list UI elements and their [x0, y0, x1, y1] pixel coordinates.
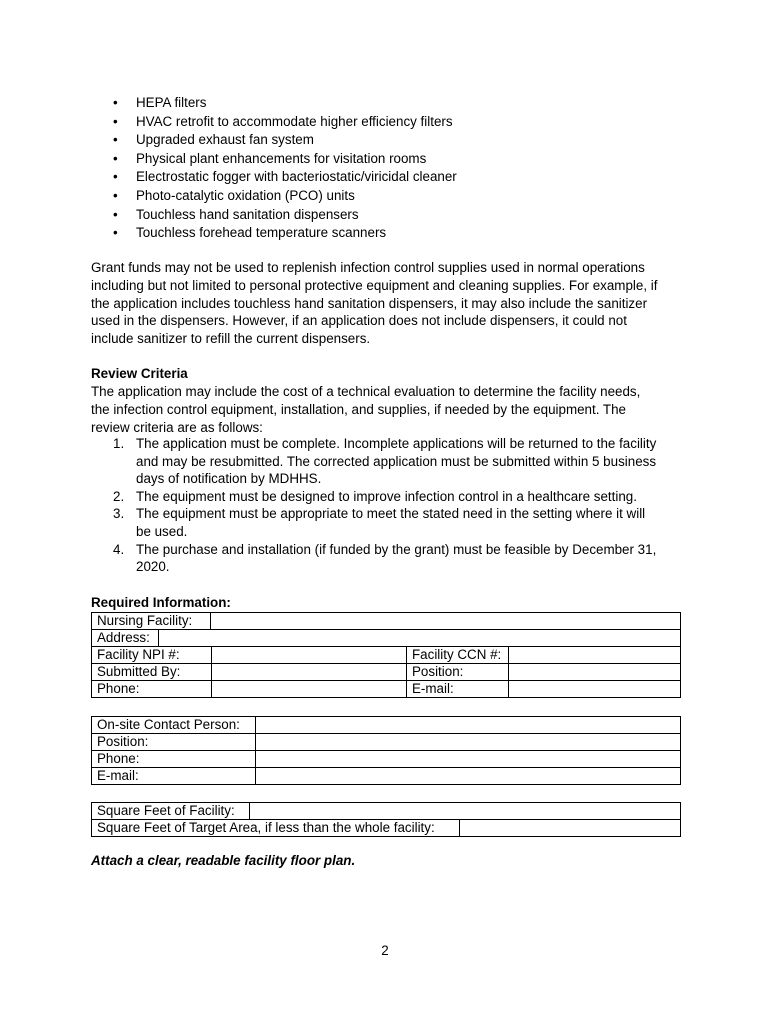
square-feet-table — [91, 802, 681, 837]
table-row — [92, 681, 681, 698]
grant-funds-paragraph: Grant funds may not be used to replenish infection control supplies used in normal operations including but not limited to personal protective equipment and cleaning supplies. For example, if the application includes touchless hand sanitation dispensers, it may also include the sanitizer used in the dispensers. However, if an application does not include dispensers, it could not include sanitizer to refill the current dispensers. — [91, 260, 658, 347]
table-row — [92, 664, 681, 681]
submitted-by-field[interactable] — [212, 664, 407, 681]
bullet-glyph: • — [113, 150, 118, 166]
contact-phone-label: Phone: — [92, 751, 256, 768]
contact-phone-field[interactable] — [256, 751, 681, 768]
bullet-glyph: • — [113, 113, 118, 129]
list-item: • HVAC retrofit to accommodate higher efficiency filters — [91, 113, 691, 132]
list-item: • Touchless forehead temperature scanners — [91, 224, 691, 243]
list-item: • Photo-catalytic oxidation (PCO) units — [91, 187, 691, 206]
table-row — [92, 613, 681, 630]
bullet-glyph: • — [113, 169, 118, 185]
facility-npi-field[interactable] — [212, 647, 407, 664]
phone-field[interactable] — [212, 681, 407, 698]
position-field[interactable] — [509, 664, 681, 681]
review-criteria-heading: Review Criteria — [91, 366, 188, 381]
square-feet-target-label: Square Feet of Target Area, if less than the whole facility: — [92, 820, 460, 836]
nursing-facility-label: Nursing Facility: — [92, 613, 211, 629]
attach-floor-plan-note: Attach a clear, readable facility floor plan. — [91, 853, 356, 868]
phone-label: Phone: — [92, 681, 212, 698]
list-item: 3. The equipment must be appropriate to meet the stated need in the setting where it will be used. — [113, 506, 646, 539]
page-number: 2 — [381, 943, 389, 958]
facility-ccn-label: Facility CCN #: — [407, 647, 509, 664]
list-item: • HEPA filters — [91, 94, 691, 113]
onsite-contact-field[interactable] — [256, 717, 681, 734]
contact-position-label: Position: — [92, 734, 256, 751]
list-item: 4. The purchase and installation (if funded by the grant) must be feasible by December 31, 2020. — [113, 541, 657, 575]
required-information-heading: Required Information: — [91, 595, 231, 610]
onsite-contact-label: On-site Contact Person: — [92, 717, 256, 734]
table-row — [92, 820, 681, 837]
contact-email-label: E-mail: — [92, 768, 256, 785]
list-item: • Upgraded exhaust fan system — [91, 131, 691, 150]
table-row — [92, 751, 681, 768]
table-row — [92, 768, 681, 785]
list-item: • Touchless hand sanitation dispensers — [91, 206, 691, 225]
table-row — [92, 803, 681, 820]
list-item: 1. The application must be complete. Incomplete applications will be returned to the facility and may be resubmitted. The corrected application must be submitted within 5 business days of notification by MDHHS. — [113, 436, 657, 487]
address-label: Address: — [92, 630, 159, 646]
facility-npi-label: Facility NPI #: — [92, 647, 212, 664]
table-row — [92, 734, 681, 751]
square-feet-facility-label: Square Feet of Facility: — [92, 803, 250, 819]
list-item: • Physical plant enhancements for visitation rooms — [91, 150, 691, 169]
table-row — [92, 630, 681, 647]
bullet-glyph: • — [113, 95, 118, 110]
facility-ccn-field[interactable] — [509, 647, 681, 664]
bullet-glyph: • — [113, 187, 118, 203]
bullet-glyph: • — [113, 206, 118, 222]
review-intro-paragraph: The application may include the cost of a technical evaluation to determine the facility needs, the infection control equipment, installation, and supplies, if needed by the equipment. The review criteria are as follows: — [91, 384, 641, 435]
email-field[interactable] — [509, 681, 681, 698]
list-item: 2. The equipment must be designed to improve infection control in a healthcare setting. — [113, 488, 637, 504]
review-criteria-list — [91, 435, 691, 576]
table-row — [92, 717, 681, 734]
bullet-glyph: • — [113, 132, 118, 148]
email-label: E-mail: — [407, 681, 509, 698]
bullet-glyph: • — [113, 225, 118, 241]
position-label: Position: — [407, 664, 509, 681]
onsite-contact-table — [91, 716, 681, 785]
equipment-list — [91, 94, 691, 243]
required-information-table — [91, 612, 681, 698]
submitted-by-label: Submitted By: — [92, 664, 212, 681]
contact-email-field[interactable] — [256, 768, 681, 785]
table-row — [92, 647, 681, 664]
list-item: • Electrostatic fogger with bacteriostatic/viricidal cleaner — [91, 168, 691, 187]
contact-position-field[interactable] — [256, 734, 681, 751]
